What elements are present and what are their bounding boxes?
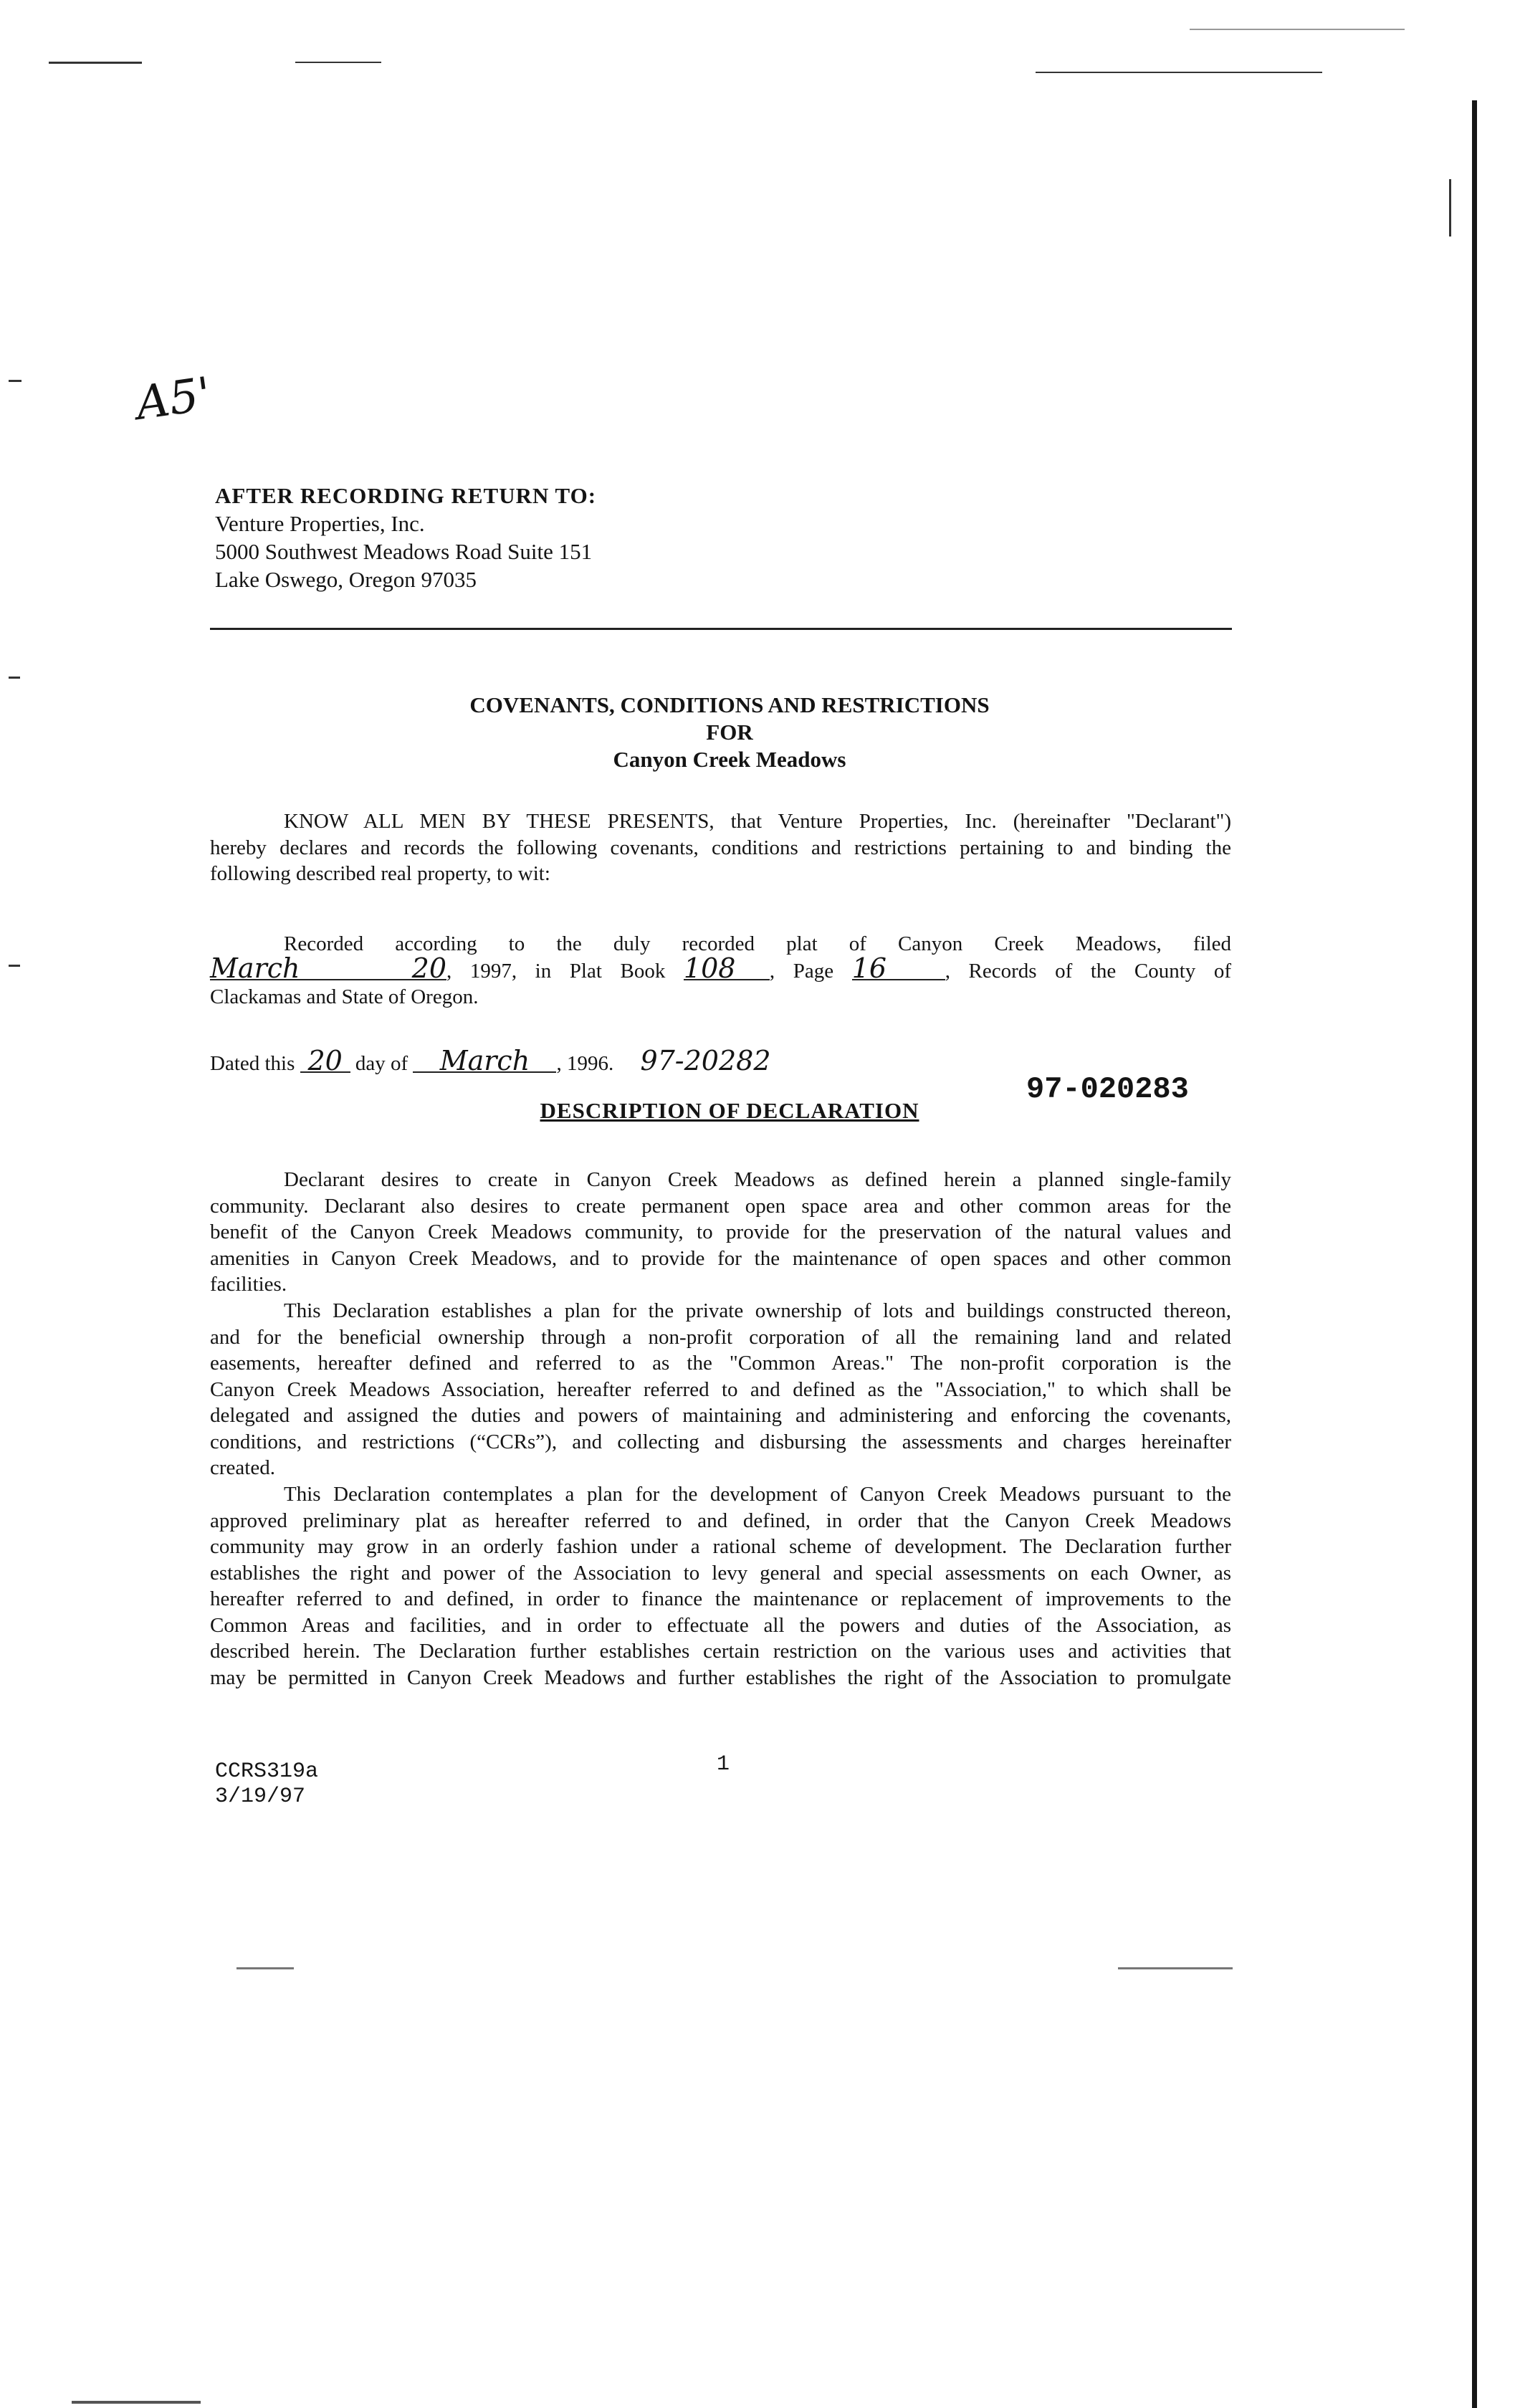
body-line: This Declaration establishes a plan for the private ownership of lots and buildings constructed thereon, [284, 1299, 1231, 1322]
body-line: Declarant desires to create in Canyon Creek Meadows as defined herein a planned single-family [284, 1168, 1231, 1191]
body-line: approved preliminary plat as hereafter referred to and defined, in order that the Canyon Creek Meadows [210, 1509, 1231, 1532]
dated-day-of: day of [355, 1052, 408, 1075]
return-address-block [215, 482, 596, 593]
document-title-line2: FOR [706, 720, 753, 745]
plat-paragraph [210, 931, 1231, 1010]
plat-page-text: , Page [769, 959, 834, 983]
scan-mark [1449, 179, 1451, 236]
stamped-record-number: 97-020283 [1026, 1072, 1189, 1107]
return-city: Lake Oswego, Oregon 97035 [215, 567, 477, 592]
intro-line: KNOW ALL MEN BY THESE PRESENTS, that Venture Properties, Inc. (hereinafter "Declarant") [284, 810, 1231, 833]
scan-speck [1118, 1967, 1233, 1969]
section-heading: DESCRIPTION OF DECLARATION [540, 1098, 919, 1123]
body-line: facilities. [210, 1273, 287, 1296]
body-line: community may grow in an orderly fashion under a rational scheme of development. The Declaration further [210, 1535, 1231, 1558]
plat-year-text: , 1997, in Plat Book [446, 959, 666, 983]
body-line: delegated and assigned the duties and powers of maintaining and administering and enforcing the covenants, [210, 1404, 1231, 1427]
return-to-label: AFTER RECORDING RETURN TO: [215, 483, 597, 508]
intro-line: hereby declares and records the following covenants, conditions and restrictions pertaining to and binding the [210, 836, 1231, 859]
plat-records-text: , Records of the County of [945, 959, 1231, 983]
body-line: community. Declarant also desires to create permanent open space area and other common areas for the [210, 1194, 1231, 1218]
plat-page-field: 16 [852, 957, 945, 980]
scan-mark [1036, 72, 1322, 73]
body-line: amenities in Canyon Creek Meadows, and to provide for the maintenance of open spaces and other common [210, 1246, 1231, 1270]
footer-code: CCRS319a [215, 1759, 319, 1784]
scan-speck [236, 1967, 294, 1969]
body-line: may be permitted in Canyon Creek Meadows and further establishes the right of the Association to promulgate [210, 1666, 1231, 1689]
body-line: described herein. The Declaration further establishes certain restriction on the various uses and activities that [210, 1640, 1231, 1663]
body-line: Common Areas and facilities, and in order to effectuate all the powers and duties of the Association, as [210, 1613, 1231, 1637]
scan-mark [49, 62, 142, 64]
body-paragraph-2 [210, 1298, 1231, 1481]
document-title-line1: COVENANTS, CONDITIONS AND RESTRICTIONS [469, 692, 990, 717]
scan-mark [9, 677, 20, 679]
intro-paragraph [210, 808, 1231, 887]
page-number: 1 [717, 1752, 730, 1777]
body-line: benefit of the Canyon Creek Meadows community, to provide for the preservation of the natural values and [210, 1220, 1231, 1243]
scan-speck [72, 2401, 201, 2404]
dated-day-field: 20 [300, 1050, 350, 1073]
scan-mark [295, 62, 381, 63]
plat-book-field: 108 [684, 957, 770, 980]
plat-line: Recorded according to the duly recorded plat of Canyon Creek Meadows, filed [284, 932, 1231, 955]
scan-mark [1190, 29, 1405, 30]
body-paragraph-3 [210, 1481, 1231, 1691]
dated-month-field: March [413, 1050, 556, 1073]
return-company: Venture Properties, Inc. [215, 511, 425, 536]
plat-line: Clackamas and State of Oregon. [210, 985, 479, 1008]
body-line: and for the beneficial ownership through a non-profit corporation of all the remaining land and related [210, 1325, 1231, 1349]
body-line: Canyon Creek Meadows Association, hereafter referred to and defined as the "Association," to which shall be [210, 1377, 1231, 1401]
dated-line [210, 1045, 771, 1076]
dated-year: , 1996. [556, 1052, 614, 1075]
body-line: created. [210, 1456, 275, 1479]
body-line: This Declaration contemplates a plan for the development of Canyon Creek Meadows pursuant to the [284, 1483, 1231, 1506]
filed-date-field: March 20 [210, 952, 446, 984]
scan-mark [9, 380, 21, 382]
intro-line: following described real property, to wit: [210, 862, 550, 885]
body-line: hereafter referred to and defined, in order to finance the maintenance or replacement of improvements to the [210, 1587, 1231, 1610]
dated-prefix: Dated this [210, 1052, 295, 1075]
body-line: conditions, and restrictions (“CCRs”), and collecting and disbursing the assessments and charges hereinafter [210, 1430, 1231, 1453]
return-address: 5000 Southwest Meadows Road Suite 151 [215, 539, 593, 564]
separator-rule [210, 628, 1232, 630]
body-line: establishes the right and power of the Association to levy general and special assessments on each Owner, as [210, 1561, 1231, 1585]
scan-mark [9, 965, 20, 967]
scan-edge [1472, 100, 1477, 2408]
footer-date: 3/19/97 [215, 1784, 306, 1809]
handwritten-record-number: 97-20282 [640, 1045, 771, 1076]
body-line: easements, hereafter defined and referred to as the "Common Areas." The non-profit corporation is the [210, 1352, 1231, 1375]
body-paragraph-1 [210, 1167, 1231, 1298]
document-title-line3: Canyon Creek Meadows [613, 747, 846, 772]
plat-line [210, 952, 1231, 985]
margin-mark: A5' [133, 368, 215, 431]
